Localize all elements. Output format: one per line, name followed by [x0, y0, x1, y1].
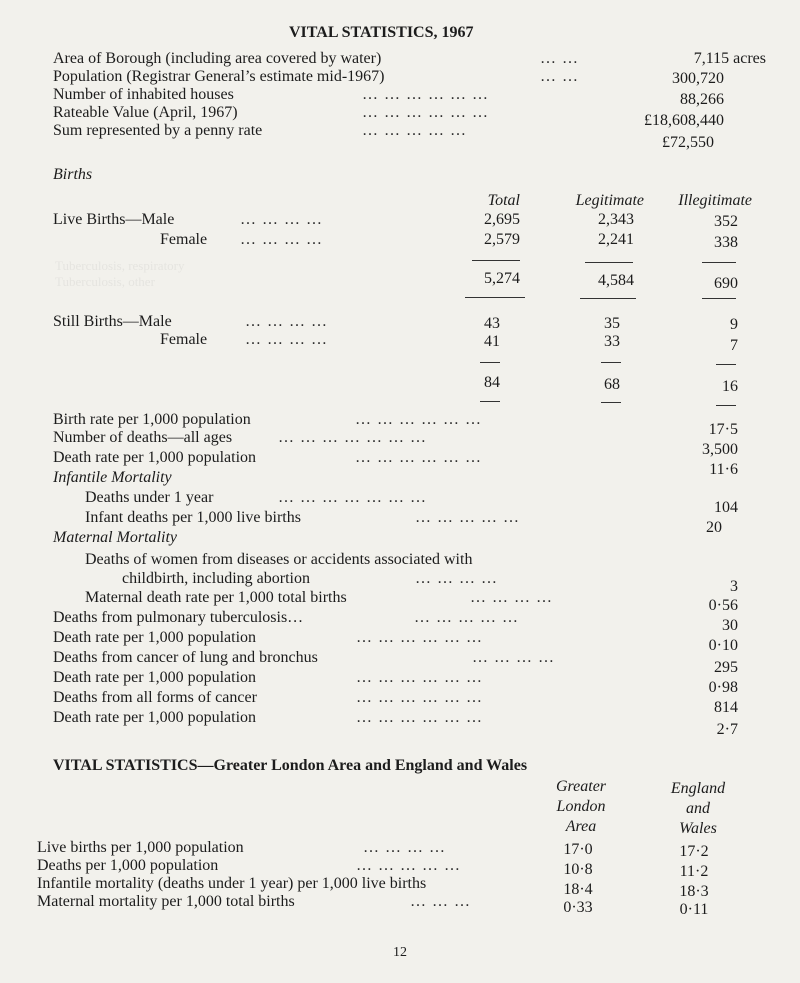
- leader-dots: … … … … …: [356, 857, 461, 874]
- leader-dots: … … …: [410, 893, 471, 910]
- infant-label: Infant deaths per 1,000 live births: [85, 509, 301, 526]
- column-header-total: Total: [487, 192, 520, 209]
- leader-dots: … … … …: [245, 331, 328, 348]
- leader-dots: … … … … … …: [355, 411, 482, 428]
- deaths-value: 295: [714, 659, 738, 676]
- leader-dots: … … … … …: [362, 122, 467, 139]
- table-cell: 33: [604, 333, 620, 350]
- leader-dots: … … … … … …: [362, 104, 489, 121]
- general-label: Area of Borough (including area covered by water): [53, 50, 382, 67]
- table-cell: 7: [730, 337, 738, 354]
- leader-dots: … … … …: [240, 231, 323, 248]
- sum-rule: [480, 362, 500, 363]
- comparison-value-london: 18·4: [563, 881, 593, 898]
- leader-dots: … … … … … …: [356, 689, 483, 706]
- table-cell: 41: [484, 333, 500, 350]
- still-births-female-label: Female: [160, 331, 208, 348]
- table-cell: 2,241: [598, 231, 634, 248]
- leader-dots: … … … …: [472, 649, 555, 666]
- general-label: Number of inhabited houses: [53, 86, 234, 103]
- leader-dots: … … … … … …: [355, 449, 482, 466]
- table-cell: 43: [484, 315, 500, 332]
- column-header-england-wales: Wales: [679, 820, 717, 837]
- column-header-greater-london: London: [556, 798, 606, 815]
- deaths-value: 30: [722, 617, 738, 634]
- leader-dots: … … … …: [363, 839, 446, 856]
- leader-dots: … … … … …: [414, 609, 519, 626]
- leader-dots: … … … … … …: [362, 86, 489, 103]
- sum-rule: [601, 362, 621, 363]
- table-cell-total: 690: [714, 275, 738, 292]
- leader-dots: … … … … … …: [356, 709, 483, 726]
- deaths-label: Deaths from all forms of cancer: [53, 689, 257, 706]
- column-header-legitimate: Legitimate: [575, 192, 644, 209]
- deaths-value: 2·7: [716, 721, 738, 738]
- show-through-text: Tuberculosis, respiratory: [55, 258, 185, 273]
- comparison-value-london: 0·33: [563, 899, 593, 916]
- infant-label: Deaths under 1 year: [85, 489, 214, 506]
- deaths-label: Death rate per 1,000 population: [53, 669, 257, 686]
- comparison-label: Maternal mortality per 1,000 total births: [37, 893, 295, 910]
- table-cell: 352: [714, 213, 738, 230]
- sum-rule: [702, 262, 736, 263]
- deaths-value: 0·10: [708, 637, 738, 654]
- table-cell-total: 5,274: [484, 270, 520, 287]
- rate-label: Birth rate per 1,000 population: [53, 411, 251, 428]
- general-label: Population (Registrar General’s estimate mid-1967): [53, 68, 385, 85]
- table-cell-total: 4,584: [598, 272, 634, 289]
- comparison-value-england: 17·2: [679, 843, 709, 860]
- rate-value: 3,500: [702, 441, 738, 458]
- leader-dots: … … … …: [470, 589, 553, 606]
- leader-dots: … … … …: [245, 313, 328, 330]
- column-header-greater-london: Area: [565, 818, 597, 835]
- sum-rule: [601, 402, 621, 403]
- comparison-heading: VITAL STATISTICS—Greater London Area and England and Wales: [53, 757, 528, 774]
- deaths-label: Death rate per 1,000 population: [53, 709, 257, 726]
- deaths-value: 814: [714, 699, 738, 716]
- infant-value: 104: [714, 499, 738, 516]
- page-title: VITAL STATISTICS, 1967: [289, 24, 474, 41]
- sum-rule: [472, 260, 520, 261]
- leader-dots: … … … … … … …: [278, 429, 427, 446]
- table-cell: 2,695: [484, 211, 520, 228]
- births-heading: Births: [53, 166, 93, 183]
- table-cell: 338: [714, 234, 738, 251]
- maternal-line: childbirth, including abortion: [122, 570, 310, 587]
- comparison-label: Live births per 1,000 population: [37, 839, 244, 856]
- comparison-value-london: 17·0: [563, 841, 593, 858]
- general-value: £72,550: [662, 134, 714, 151]
- maternal-line: Deaths of women from diseases or accidents associated with: [85, 551, 473, 568]
- deaths-label: Deaths from cancer of lung and bronchus: [53, 649, 318, 666]
- maternal-value: 3: [730, 578, 738, 595]
- deaths-label: Deaths from pulmonary tuberculosis…: [53, 609, 304, 626]
- comparison-label: Infantile mortality (deaths under 1 year) per 1,000 live births: [37, 875, 427, 892]
- column-header-greater-london: Greater: [555, 778, 607, 795]
- table-cell: 2,579: [484, 231, 520, 248]
- table-cell: 2,343: [598, 211, 634, 228]
- live-births-male-label: Live Births—Male: [53, 211, 175, 228]
- leader-dots: … … … … … …: [356, 669, 483, 686]
- table-cell: 35: [604, 315, 620, 332]
- general-value: £18,608,440: [644, 112, 724, 129]
- rate-label: Number of deaths—all ages: [53, 429, 233, 446]
- maternal-rate-label: Maternal death rate per 1,000 total births: [85, 589, 347, 606]
- comparison-value-london: 10·8: [563, 861, 593, 878]
- deaths-value: 0·98: [708, 679, 738, 696]
- infant-value: 20: [706, 519, 722, 536]
- general-value: 88,266: [680, 91, 724, 108]
- sum-rule: [480, 401, 500, 402]
- column-header-england-wales: and: [686, 800, 710, 817]
- column-header-illegitimate: Illegitimate: [678, 192, 752, 209]
- comparison-label: Deaths per 1,000 population: [37, 857, 219, 874]
- sum-rule: [716, 364, 736, 365]
- table-cell-total: 68: [604, 376, 620, 393]
- column-header-england-wales: England: [670, 780, 726, 797]
- sum-rule: [702, 298, 736, 299]
- sum-rule: [716, 405, 736, 406]
- live-births-female-label: Female: [160, 231, 208, 248]
- rate-value: 17·5: [708, 421, 738, 438]
- leader-dots: … … … …: [240, 211, 323, 228]
- general-label: Rateable Value (April, 1967): [53, 104, 238, 121]
- deaths-label: Death rate per 1,000 population: [53, 629, 257, 646]
- sum-rule: [580, 298, 636, 299]
- leader-dots: … …: [540, 50, 579, 67]
- leader-dots: … … … … … … …: [278, 489, 427, 506]
- general-value: 300,720: [672, 70, 724, 87]
- maternal-mortality-heading: Maternal Mortality: [53, 529, 177, 546]
- leader-dots: … …: [540, 68, 579, 85]
- comparison-value-england: 11·2: [679, 863, 709, 880]
- page-number: 12: [393, 945, 407, 960]
- table-cell-total: 16: [722, 378, 738, 395]
- sum-rule: [465, 297, 525, 298]
- general-value: 7,115 acres: [693, 50, 766, 67]
- general-label: Sum represented by a penny rate: [53, 122, 263, 139]
- infantile-mortality-heading: Infantile Mortality: [53, 469, 172, 486]
- table-cell-total: 84: [484, 374, 500, 391]
- still-births-male-label: Still Births—Male: [53, 313, 172, 330]
- table-cell: 9: [730, 316, 738, 333]
- rate-label: Death rate per 1,000 population: [53, 449, 257, 466]
- sum-rule: [585, 262, 633, 263]
- maternal-rate-value: 0·56: [708, 597, 738, 614]
- rate-value: 11·6: [709, 461, 738, 478]
- comparison-value-england: 0·11: [679, 901, 709, 918]
- leader-dots: … … … … … …: [356, 629, 483, 646]
- show-through-text: Tuberculosis, other: [55, 274, 155, 289]
- comparison-value-england: 18·3: [679, 883, 709, 900]
- leader-dots: … … … …: [415, 570, 498, 587]
- leader-dots: … … … … …: [415, 509, 520, 526]
